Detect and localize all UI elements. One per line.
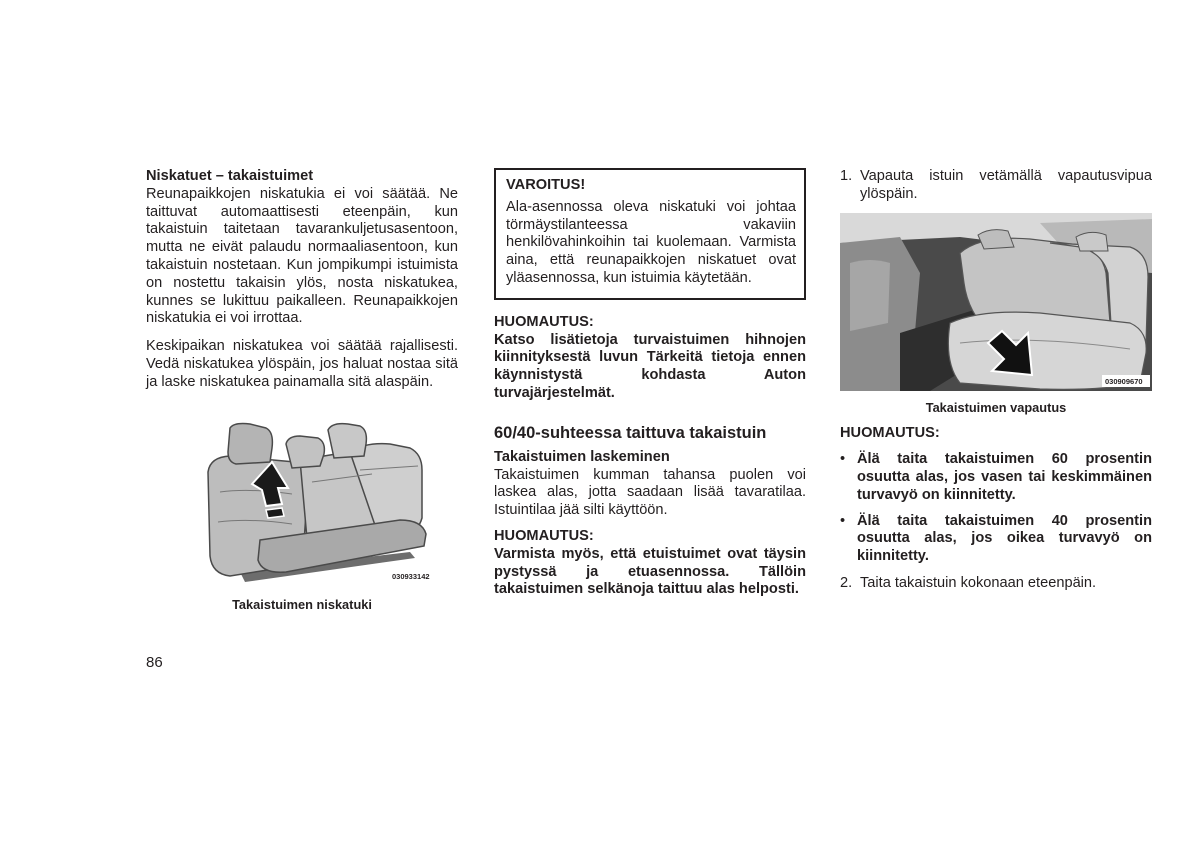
section-heading-headrests: Niskatuet – takaistuimet: [146, 168, 314, 184]
step-2-text: Taita takaistuin kokonaan eteenpäin.: [860, 574, 1097, 591]
step-1-number: 1.: [840, 168, 853, 184]
bullet-text-60: Älä taita takaistuimen 60 prosentin osuutta alas, jos vasen tai keskimmäinen turvavyö on kiinnitetty.: [857, 451, 1152, 503]
headrests-paragraph-1: Reunapaikkojen niskatukia ei voi säätää. Ne taittuvat automaattisesti eteenpäin, kun takaistuin taitetaan tavarankuljetusasentoon, mutta ne eivät palaudu normaaliasentoon, kun takaistuin nostetaan. Kun jompikumpi istuimista on nostettu takaisin ylös, nosta niskatukea, kunnes se lukittuu paikalleen. Reunapaikkojen niskatukia ei voi irrottaa.: [146, 185, 458, 327]
headrest-left: [228, 423, 272, 464]
bullet-item-40: [840, 513, 1152, 566]
headrest-right: [328, 423, 366, 457]
step-2: [840, 575, 1152, 593]
note-title-1: HUOMAUTUS:: [494, 313, 594, 330]
rear-seat-headrest-illustration: [200, 422, 460, 588]
note-title-2: HUOMAUTUS:: [494, 527, 594, 544]
headrests-paragraph-2: Keskipaikan niskatukea voi säätää rajallisesti. Vedä niskatukea ylöspäin, jos haluat nostaa sitä ja laske niskatukea painamalla sitä alaspäin.: [146, 338, 458, 390]
step-1: [840, 168, 1152, 204]
bullet-item-60: [840, 451, 1152, 504]
figure-caption-headrest: Takaistuimen niskatuki: [232, 596, 372, 612]
step-2-number: 2.: [840, 574, 853, 591]
step-1-text: Vapauta istuin vetämällä vapautusvipua ylöspäin.: [860, 168, 1152, 202]
figure-code-2: 030909670: [1105, 376, 1143, 386]
rear-seat-release-photo: [840, 213, 1152, 391]
note-text-2: Varmista myös, että etuistuimet ovat täysin pystyssä ja etuasennossa. Tällöin takaistuimen selkänoja taittuu alas helposti.: [494, 545, 806, 598]
subsection-title-lowering: Takaistuimen laskeminen: [494, 448, 670, 465]
page-number: 86: [146, 654, 163, 671]
warning-box: [494, 168, 806, 300]
right-column: [840, 168, 1152, 593]
bullet-marker: •: [840, 451, 846, 468]
note-text-1: Katso lisätietoja turvaistuimen hihnojen kiinnityksestä luvun Tärkeitä tietoja ennen käynnistystä kohdasta Auton turvajärjestelmät.: [494, 331, 806, 401]
middle-column: [494, 168, 806, 599]
warning-text: Ala-asennossa oleva niskatuki voi johtaa törmäystilanteessa vakaviin henkilövahinkoihin tai kuolemaan. Varmista aina, että reunapaikkojen niskatuet ovat yläasennossa, kun istuimia käytetään.: [506, 198, 796, 286]
section-title-folding-seat: 60/40-suhteessa taittuva takaistuin: [494, 423, 767, 442]
headrest-center: [286, 436, 324, 468]
figure-code-1: 030933142: [392, 571, 430, 581]
note-title-3: HUOMAUTUS:: [840, 425, 940, 442]
figure-caption-release: Takaistuimen vapautus: [925, 399, 1067, 415]
bullet-marker: •: [840, 512, 846, 529]
lowering-text: Takaistuimen kumman tahansa puolen voi laskea alas, jotta saadaan lisää tavaratilaa. Istuintilaa jää silti käyttöön.: [494, 466, 806, 519]
bullet-text-40: Älä taita takaistuimen 40 prosentin osuutta alas, jos oikea turvavyö on kiinnitetty.: [857, 512, 1152, 565]
warning-title: VAROITUS!: [506, 177, 586, 193]
left-column: [146, 168, 458, 613]
